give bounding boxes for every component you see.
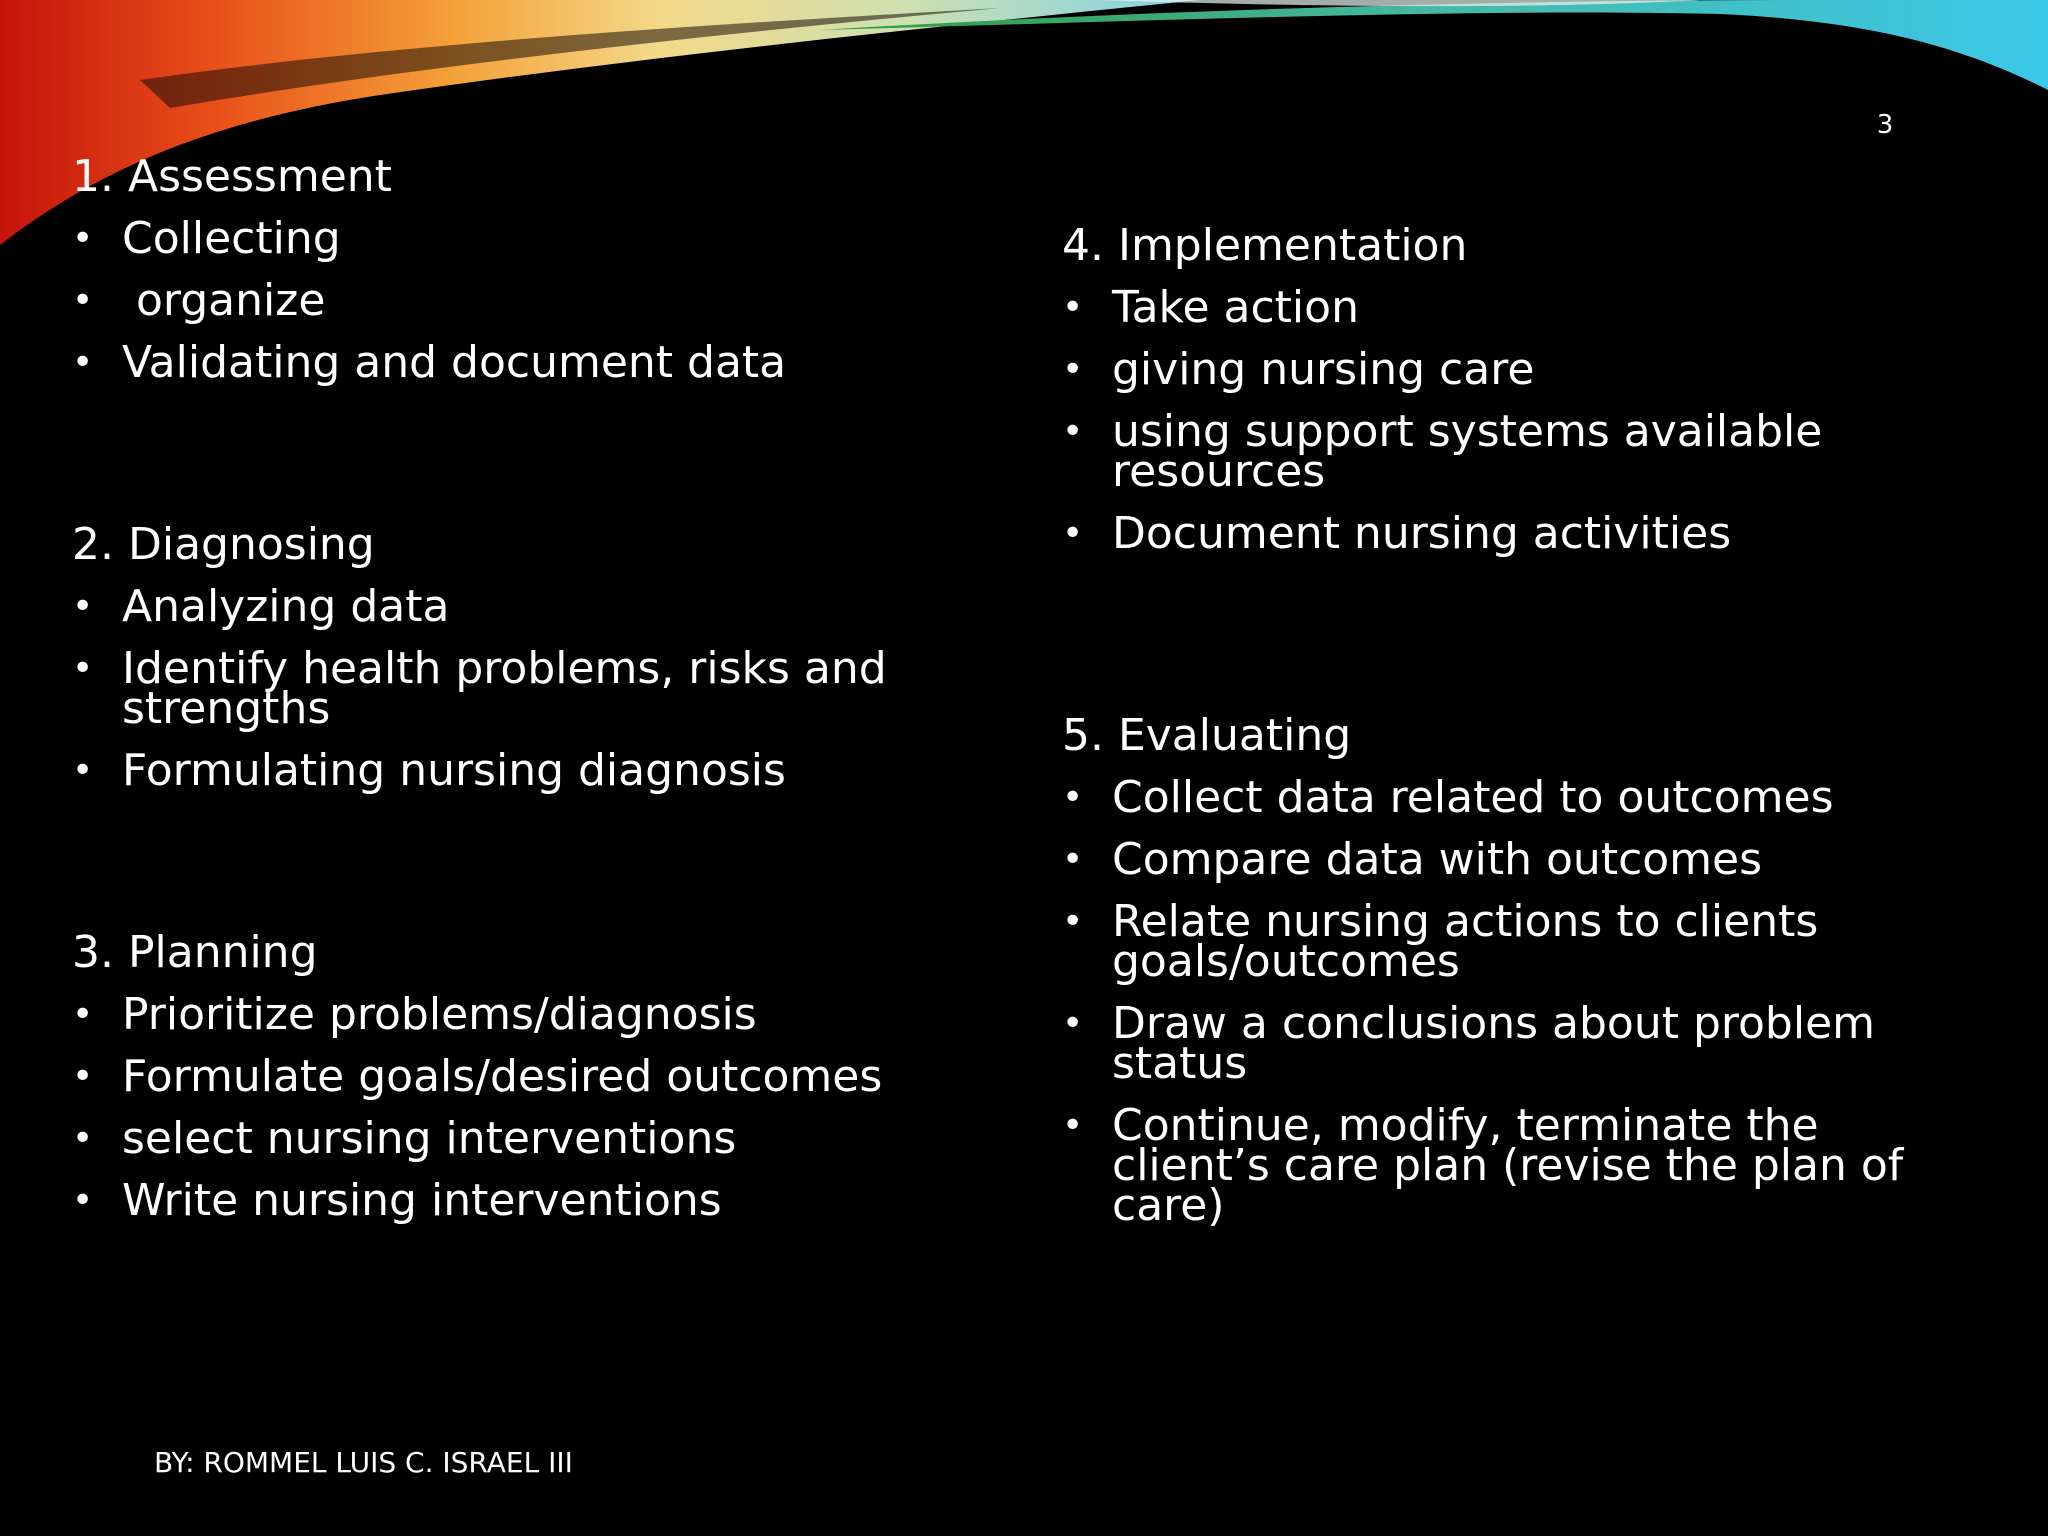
bullet-text: Compare data with outcomes xyxy=(1112,834,1763,885)
bullet-text: Draw a conclusions about problem status xyxy=(1112,998,1876,1089)
left-column xyxy=(72,146,992,1232)
footer-author: BY: ROMMEL LUIS C. ISRAEL III xyxy=(154,1446,573,1479)
bullet-marker: • xyxy=(72,1056,94,1097)
bullet-text: Validating and document data xyxy=(122,337,787,388)
bullet-text: Prioritize problems/diagnosis xyxy=(122,989,757,1040)
bullet-item xyxy=(1062,503,1942,565)
bullet-text: Relate nursing actions to clients goals/outcomes xyxy=(1112,896,1819,987)
section-heading: 4. Implementation xyxy=(1062,220,1468,271)
bullet-marker: • xyxy=(1062,411,1084,452)
section-diagnosing xyxy=(72,514,992,802)
bullet-text: select nursing interventions xyxy=(122,1113,737,1164)
bullet-marker: • xyxy=(72,994,94,1035)
bullet-text: Formulating nursing diagnosis xyxy=(122,745,786,796)
section-heading: 3. Planning xyxy=(72,927,318,978)
bullet-marker: • xyxy=(1062,839,1084,880)
bullet-text: using support systems available resources xyxy=(1112,406,1823,497)
bullet-text: Collect data related to outcomes xyxy=(1112,772,1834,823)
bullet-list xyxy=(72,984,992,1232)
section-spacer xyxy=(72,802,992,922)
bullet-item xyxy=(72,1170,992,1232)
bullet-marker: • xyxy=(1062,349,1084,390)
bullet-text: organize xyxy=(122,275,326,326)
section-spacer xyxy=(72,394,992,514)
bullet-item xyxy=(1062,1095,1932,1237)
bullet-marker: • xyxy=(1062,287,1084,328)
bullet-item xyxy=(72,1108,992,1170)
bullet-item xyxy=(1062,401,1852,503)
section-spacer xyxy=(1062,565,1942,705)
bullet-item xyxy=(1062,277,1942,339)
bullet-item xyxy=(72,270,992,332)
bullet-list xyxy=(72,208,992,394)
bullet-marker: • xyxy=(72,586,94,627)
bullet-marker: • xyxy=(1062,901,1084,942)
bullet-text: Take action xyxy=(1112,282,1359,333)
bullet-text: Write nursing interventions xyxy=(122,1175,722,1226)
bullet-list xyxy=(1062,767,1942,1237)
bullet-text: Continue, modify, terminate the client’s care plan (revise the plan of care) xyxy=(1112,1100,1904,1231)
bullet-text: Document nursing activities xyxy=(1112,508,1732,559)
bullet-text: giving nursing care xyxy=(1112,344,1535,395)
section-planning xyxy=(72,922,992,1232)
bullet-marker: • xyxy=(72,218,94,259)
bullet-item xyxy=(72,984,992,1046)
bullet-marker: • xyxy=(1062,1003,1084,1044)
section-assessment xyxy=(72,146,992,394)
bullet-item xyxy=(72,208,992,270)
bullet-marker: • xyxy=(1062,1105,1084,1146)
bullet-item xyxy=(1062,993,1912,1095)
bullet-item xyxy=(1062,339,1942,401)
section-heading: 1. Assessment xyxy=(72,151,392,202)
section-heading: 2. Diagnosing xyxy=(72,519,375,570)
bullet-item xyxy=(1062,829,1942,891)
bullet-text: Collecting xyxy=(122,213,341,264)
bullet-list xyxy=(1062,277,1942,565)
bullet-item xyxy=(72,638,892,740)
bullet-marker: • xyxy=(72,280,94,321)
page-number: 3 xyxy=(1876,110,1894,140)
bullet-marker: • xyxy=(72,648,94,689)
bullet-item xyxy=(1062,767,1942,829)
bullet-marker: • xyxy=(1062,777,1084,818)
section-heading: 5. Evaluating xyxy=(1062,710,1352,761)
section-evaluating xyxy=(1062,705,1942,1237)
bullet-text: Analyzing data xyxy=(122,581,450,632)
section-implementation xyxy=(1062,215,1942,565)
bullet-marker: • xyxy=(72,1118,94,1159)
bullet-marker: • xyxy=(72,1180,94,1221)
bullet-item xyxy=(72,576,992,638)
bullet-list xyxy=(72,576,992,802)
right-column xyxy=(1062,215,1942,1237)
bullet-marker: • xyxy=(72,750,94,791)
bullet-marker: • xyxy=(72,342,94,383)
bullet-item xyxy=(72,1046,992,1108)
bullet-item xyxy=(1062,891,1852,993)
bullet-marker: • xyxy=(1062,513,1084,554)
bullet-item xyxy=(72,740,992,802)
bullet-item xyxy=(72,332,992,394)
bullet-text: Formulate goals/desired outcomes xyxy=(122,1051,883,1102)
bullet-text: Identify health problems, risks and strengths xyxy=(122,643,887,734)
